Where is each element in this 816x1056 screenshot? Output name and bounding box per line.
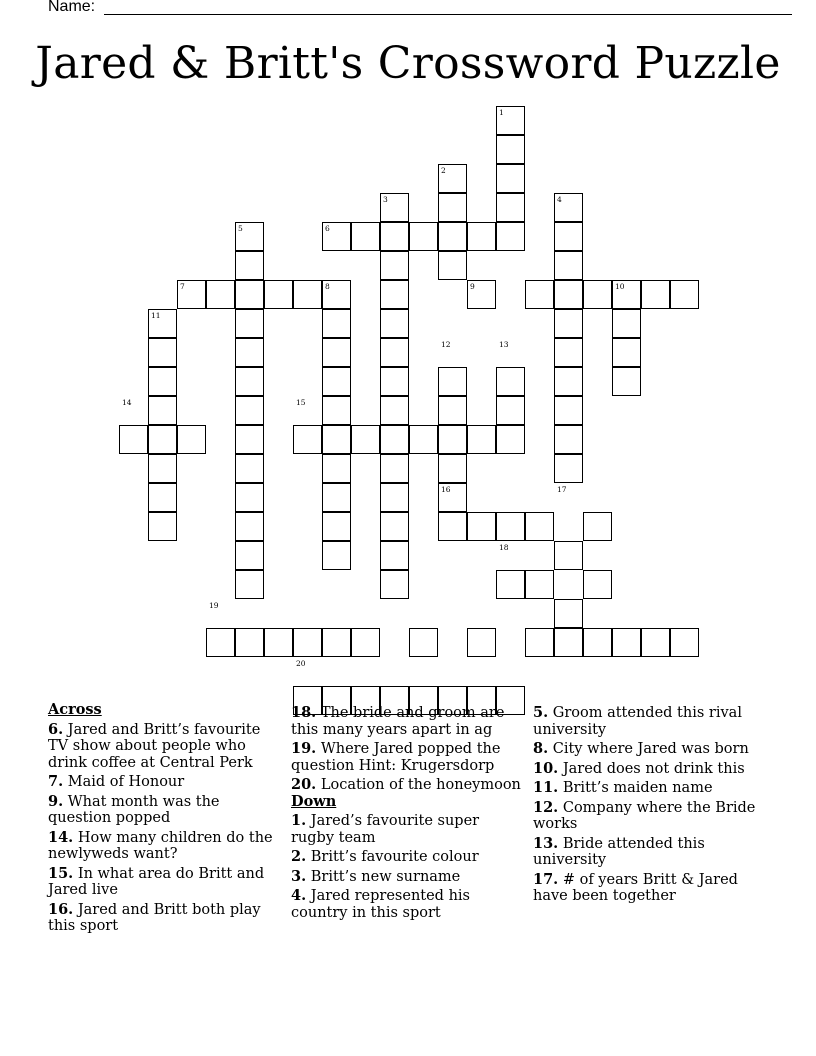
clue-text: What month was the question popped: [48, 793, 220, 826]
grid-cell[interactable]: [380, 367, 409, 396]
clue-number: 16.: [48, 900, 74, 918]
grid-cell[interactable]: [235, 251, 264, 280]
clue-item: [533, 780, 773, 797]
clue-number: 1.: [291, 812, 307, 829]
clue-number: 17.: [533, 870, 559, 888]
grid-cell[interactable]: [467, 222, 496, 251]
clue-item: [291, 813, 521, 846]
clues-column-3: [533, 702, 773, 905]
grid-cell[interactable]: [554, 599, 583, 628]
grid-cell[interactable]: [148, 512, 177, 541]
clue-text: Maid of Honour: [63, 774, 185, 790]
grid-cell[interactable]: [554, 280, 583, 309]
grid-cell[interactable]: [235, 512, 264, 541]
clue-text: In what area do Britt and Jared live: [48, 865, 265, 898]
grid-cell[interactable]: [380, 570, 409, 599]
page-title: Jared & Britt's Crossword Puzzle: [35, 38, 781, 89]
grid-cell[interactable]: [409, 628, 438, 657]
grid-cell[interactable]: [554, 251, 583, 280]
grid-cell[interactable]: [322, 367, 351, 396]
clue-number: 13.: [533, 834, 559, 852]
grid-cell[interactable]: [235, 425, 264, 454]
grid-cell[interactable]: [264, 628, 293, 657]
clue-text: Bride attended this university: [533, 835, 705, 868]
grid-cell[interactable]: [496, 570, 525, 599]
grid-cell[interactable]: [380, 338, 409, 367]
clue-text: Jared’s favourite super rugby team: [291, 813, 480, 846]
clue-number-label: 9: [470, 282, 475, 291]
clue-number-label: 4: [557, 195, 562, 204]
clue-number-label: 1: [499, 108, 504, 117]
grid-cell[interactable]: [148, 396, 177, 425]
grid-cell[interactable]: [235, 570, 264, 599]
clue-number: 9.: [48, 792, 64, 810]
clue-text: Jared and Britt’s favourite TV show about people who drink coffee at Central Perk: [48, 721, 261, 771]
clue-item: [48, 794, 278, 827]
clue-number: 6.: [48, 720, 64, 738]
clue-number: 2.: [291, 848, 307, 865]
grid-cell[interactable]: [438, 454, 467, 483]
across-heading: Across: [48, 701, 102, 718]
grid-cell[interactable]: [380, 512, 409, 541]
grid-cell[interactable]: [438, 396, 467, 425]
grid-cell[interactable]: [467, 512, 496, 541]
grid-cell[interactable]: [554, 425, 583, 454]
clue-item: [48, 774, 278, 791]
grid-cell[interactable]: [177, 425, 206, 454]
grid-cell[interactable]: [235, 367, 264, 396]
grid-cell[interactable]: [438, 193, 467, 222]
clue-item: [48, 830, 278, 863]
grid-cell[interactable]: [235, 483, 264, 512]
grid-cell[interactable]: [583, 570, 612, 599]
grid-cell[interactable]: [148, 454, 177, 483]
clue-item: [48, 866, 278, 899]
clue-number: 15.: [48, 864, 74, 882]
grid-cell[interactable]: [496, 193, 525, 222]
grid-cell[interactable]: [322, 541, 351, 570]
grid-cell[interactable]: [554, 338, 583, 367]
clue-number-label: 2: [441, 166, 446, 175]
grid-cell[interactable]: [670, 280, 699, 309]
grid-cell[interactable]: [293, 280, 322, 309]
clue-number: 19.: [291, 740, 317, 757]
clue-item: [291, 849, 521, 866]
grid-cell[interactable]: [438, 251, 467, 280]
clue-number: 10.: [533, 759, 559, 777]
clue-number-label: 12: [441, 340, 451, 349]
clue-text: Company where the Bride works: [533, 799, 756, 832]
grid-cell[interactable]: [380, 280, 409, 309]
grid-cell[interactable]: [322, 425, 351, 454]
grid-cell[interactable]: [351, 425, 380, 454]
grid-cell[interactable]: [496, 512, 525, 541]
clue-text: City where Jared was born: [548, 741, 749, 757]
clue-number-label: 5: [238, 224, 243, 233]
grid-cell[interactable]: [467, 628, 496, 657]
grid-cell[interactable]: [380, 541, 409, 570]
clue-text: Where Jared popped the question Hint: Krugersdorp: [291, 741, 501, 774]
clue-item: [48, 722, 278, 772]
grid-cell[interactable]: [583, 512, 612, 541]
down-clue-list: [291, 813, 521, 921]
grid-cell[interactable]: [380, 222, 409, 251]
grid-cell[interactable]: [351, 628, 380, 657]
clue-item: [291, 777, 521, 794]
clue-item: [533, 761, 773, 778]
grid-cell[interactable]: [438, 367, 467, 396]
grid-cell[interactable]: [496, 135, 525, 164]
clue-item: [291, 705, 521, 738]
grid-cell[interactable]: [206, 628, 235, 657]
grid-cell[interactable]: [438, 512, 467, 541]
grid-cell[interactable]: [409, 425, 438, 454]
clue-text: Britt’s favourite colour: [306, 849, 479, 865]
grid-cell[interactable]: [525, 512, 554, 541]
clue-text: Britt’s maiden name: [558, 780, 713, 796]
clue-number-label: 19: [209, 601, 219, 610]
grid-cell[interactable]: [583, 628, 612, 657]
grid-cell[interactable]: [322, 512, 351, 541]
grid-cell[interactable]: [322, 483, 351, 512]
clues-column-2: [291, 702, 521, 921]
name-label: Name:: [48, 0, 96, 15]
grid-cell[interactable]: [554, 396, 583, 425]
grid-cell[interactable]: [554, 541, 583, 570]
grid-cell[interactable]: [148, 425, 177, 454]
clue-number: 5.: [533, 704, 549, 721]
grid-cell[interactable]: [554, 309, 583, 338]
grid-cell[interactable]: [525, 570, 554, 599]
grid-cell[interactable]: [351, 222, 380, 251]
grid-cell[interactable]: [148, 483, 177, 512]
grid-cell[interactable]: [496, 396, 525, 425]
grid-cell[interactable]: [235, 309, 264, 338]
clue-number-label: 16: [441, 485, 451, 494]
clue-number: 20.: [291, 776, 317, 793]
clue-number-label: 7: [180, 282, 185, 291]
grid-cell[interactable]: [438, 222, 467, 251]
grid-cell[interactable]: [235, 338, 264, 367]
clue-number-label: 20: [296, 659, 306, 668]
grid-cell[interactable]: [380, 309, 409, 338]
grid-cell[interactable]: [467, 425, 496, 454]
grid-cell[interactable]: [554, 454, 583, 483]
across-clue-list: [48, 722, 278, 935]
down-clue-list-continued: [533, 705, 773, 905]
grid-cell[interactable]: [293, 628, 322, 657]
clue-number-label: 10: [615, 282, 625, 291]
grid-cell[interactable]: [380, 454, 409, 483]
clue-number-label: 11: [151, 311, 161, 320]
clue-number-label: 14: [122, 398, 132, 407]
clue-item: [48, 902, 278, 935]
clue-number: 3.: [291, 867, 307, 885]
grid-cell[interactable]: [496, 222, 525, 251]
grid-cell[interactable]: [670, 628, 699, 657]
grid-cell[interactable]: [554, 222, 583, 251]
clue-text: Groom attended this rival university: [533, 705, 742, 738]
grid-cell[interactable]: [496, 425, 525, 454]
grid-cell[interactable]: [438, 425, 467, 454]
clue-text: Jared represented his country in this sport: [291, 888, 470, 921]
grid-cell[interactable]: [322, 338, 351, 367]
across-clue-list-continued: [291, 705, 521, 794]
grid-cell[interactable]: [119, 425, 148, 454]
clue-item: [533, 872, 773, 905]
grid-cell[interactable]: [380, 425, 409, 454]
clue-item: [291, 869, 521, 886]
grid-cell[interactable]: [235, 454, 264, 483]
clue-number: 4.: [291, 887, 307, 904]
clue-text: The bride and groom are this many years apart in ag: [291, 705, 505, 738]
grid-cell[interactable]: [525, 280, 554, 309]
clue-number: 12.: [533, 798, 559, 816]
grid-cell[interactable]: [380, 483, 409, 512]
grid-cell[interactable]: [235, 396, 264, 425]
clue-item: [291, 888, 521, 921]
grid-cell[interactable]: [322, 454, 351, 483]
clue-item: [533, 741, 773, 758]
grid-cell[interactable]: [612, 309, 641, 338]
clue-number-label: 15: [296, 398, 306, 407]
grid-cell[interactable]: [148, 367, 177, 396]
clue-number-label: 13: [499, 340, 509, 349]
grid-cell[interactable]: [322, 628, 351, 657]
clue-text: How many children do the newlyweds want?: [48, 829, 273, 862]
grid-cell[interactable]: [496, 164, 525, 193]
grid-cell[interactable]: [206, 280, 235, 309]
grid-cell[interactable]: [293, 425, 322, 454]
clue-text: # of years Britt & Jared have been together: [533, 871, 738, 904]
grid-cell[interactable]: [322, 396, 351, 425]
grid-cell[interactable]: [525, 628, 554, 657]
grid-cell[interactable]: [612, 338, 641, 367]
grid-cell[interactable]: [380, 251, 409, 280]
clue-text: Location of the honeymoon: [316, 777, 521, 793]
clue-number: 18.: [291, 704, 317, 721]
clue-text: Jared and Britt both play this sport: [48, 901, 261, 934]
clue-text: Jared does not drink this: [558, 760, 745, 777]
grid-cell[interactable]: [322, 309, 351, 338]
grid-cell[interactable]: [554, 367, 583, 396]
grid-cell[interactable]: [496, 367, 525, 396]
clue-number: 11.: [533, 779, 559, 796]
clue-item: [533, 836, 773, 869]
grid-cell[interactable]: [264, 280, 293, 309]
grid-cell[interactable]: [612, 367, 641, 396]
down-heading: Down: [291, 792, 337, 810]
grid-cell[interactable]: [148, 338, 177, 367]
clue-number: 14.: [48, 828, 74, 846]
grid-cell[interactable]: [409, 222, 438, 251]
clue-number-label: 8: [325, 282, 330, 291]
clue-number-label: 6: [325, 224, 330, 233]
grid-cell[interactable]: [583, 280, 612, 309]
grid-cell[interactable]: [235, 541, 264, 570]
grid-cell[interactable]: [641, 280, 670, 309]
clue-number-label: 3: [383, 195, 388, 204]
clues-column-1: [48, 702, 278, 935]
clue-item: [291, 741, 521, 774]
clue-item: [533, 705, 773, 738]
clue-number: 7.: [48, 773, 64, 790]
grid-cell[interactable]: [612, 628, 641, 657]
grid-cell[interactable]: [235, 628, 264, 657]
grid-cell[interactable]: [380, 396, 409, 425]
grid-cell[interactable]: [235, 280, 264, 309]
clue-item: [533, 800, 773, 833]
clue-number: 8.: [533, 740, 549, 757]
clue-text: Britt’s new surname: [306, 868, 461, 885]
clue-number-label: 18: [499, 543, 509, 552]
grid-cell[interactable]: [641, 628, 670, 657]
clue-number-label: 17: [557, 485, 567, 494]
grid-cell[interactable]: [554, 628, 583, 657]
